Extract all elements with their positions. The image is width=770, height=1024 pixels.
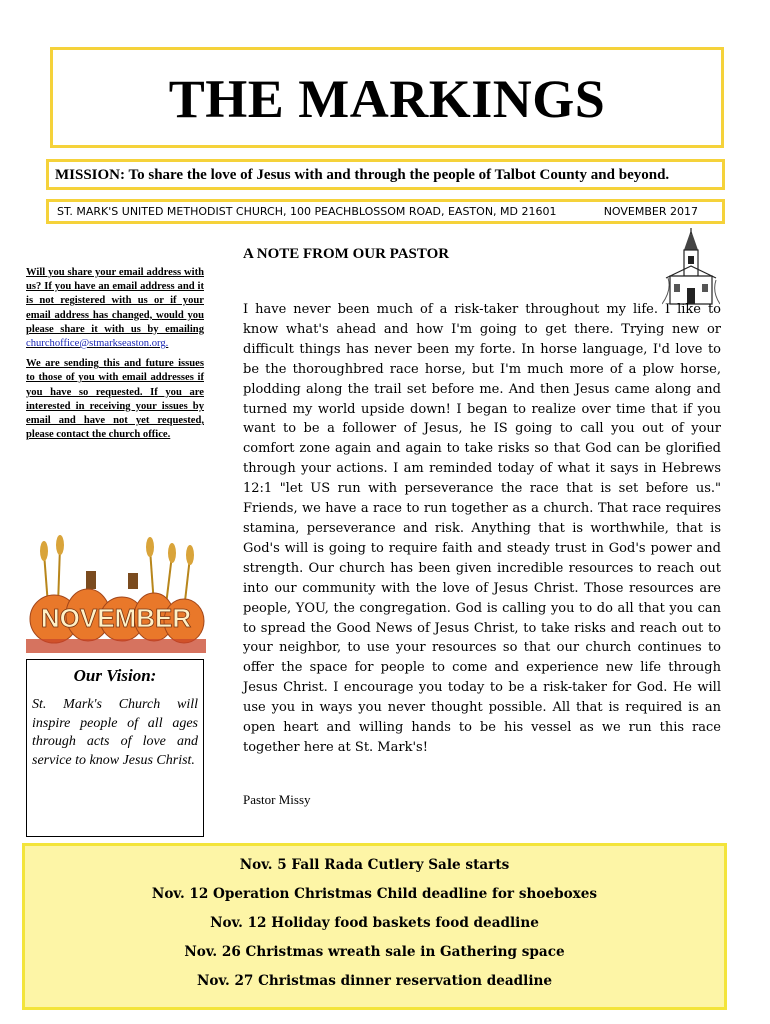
- event-item: Nov. 12 Holiday food baskets food deadline: [210, 915, 539, 931]
- email-issues-paragraph: We are sending this and future issues to those of you with email addresses if you have so requested. If you are interested in receiving your issues by email and have not yet requested, please contact the church office.: [26, 358, 204, 441]
- vision-title: Our Vision:: [73, 666, 157, 685]
- vision-box: [26, 659, 204, 837]
- email-request-paragraph: [26, 266, 204, 351]
- article-signoff: Pastor Missy: [243, 792, 311, 807]
- event-item: Nov. 27 Christmas dinner reservation deadline: [196, 973, 553, 989]
- issue-date: NOVEMBER 2017: [603, 205, 698, 218]
- event-item: Nov. 5 Fall Rada Cutlery Sale starts: [239, 857, 510, 873]
- event-item: Nov. 12 Operation Christmas Child deadline for shoeboxes: [151, 886, 598, 902]
- masthead: [50, 47, 724, 148]
- newsletter-title: THE MARKINGS: [168, 69, 606, 129]
- email-request-note: [26, 266, 204, 448]
- events-box: [22, 843, 727, 1010]
- vision-text: St. Mark's Church will inspire people of all ages through acts of love and service to know Jesus Christ.: [32, 697, 198, 768]
- mission-statement: MISSION: To share the love of Jesus with and through the people of Talbot County and beyond.: [46, 159, 725, 190]
- event-item: Nov. 26 Christmas wreath sale in Gathering space: [184, 944, 565, 960]
- address-bar: [46, 199, 725, 224]
- church-steeple-icon: [662, 228, 720, 306]
- email-link[interactable]: churchoffice@stmarkseaston.org.: [26, 338, 169, 350]
- november-art-word: NOVEMBER: [40, 603, 192, 633]
- church-address: ST. MARK'S UNITED METHODIST CHURCH, 100 PEACHBLOSSOM ROAD, EASTON, MD 21601: [57, 205, 557, 218]
- article-title: A NOTE FROM OUR PASTOR: [243, 246, 450, 262]
- events-list: [25, 851, 724, 996]
- email-request-text: Will you share your email address with us? If you have an email address and it is not registered with us or if your email address has changed, would you please share it with us by emailing: [26, 267, 204, 335]
- pumpkins-wheat-illustration: [26, 535, 206, 655]
- article-body: I have never been much of a risk-taker throughout my life. I like to know what's ahead and how I'm going to get there. Trying new or difficult things has never been my forte. In horse language, I'd love to be the thoroughbred race horse, but I'm much more of a plow horse, plodding along the trail set before me. And then Jesus came along and turned my world upside down! I began to realize over time that if you want to be a follower of Jesus, he IS going to call you out of your comfort zone again and again to take risks so that God can be glorified through your actions. I am reminded today of what it says in Hebrews 12:1 "let US run with perseverance the race that is set before us." Friends, we have a race to run together as a church. That race requires stamina, perseverance and risk. Anything that is worthwhile, that is God's will is going to require faith and steady trust in God's power and strength. Our church has been given incredible resources to reach out into our community with the love of Jesus Christ. Those resources are people, YOU, the congregation. God is calling you to do all that you can to spread the Good News of Jesus Christ, to take risks and reach out to your neighbor, to use your resources so that our church continues to offer the space for people to come and experience new life through Jesus Christ. I encourage you today to be a risk-taker for God. He will use you in ways you never thought possible. All that is required is an open heart and willing hands to be his vessel as we run this race together here at St. Mark's!: [243, 302, 721, 755]
